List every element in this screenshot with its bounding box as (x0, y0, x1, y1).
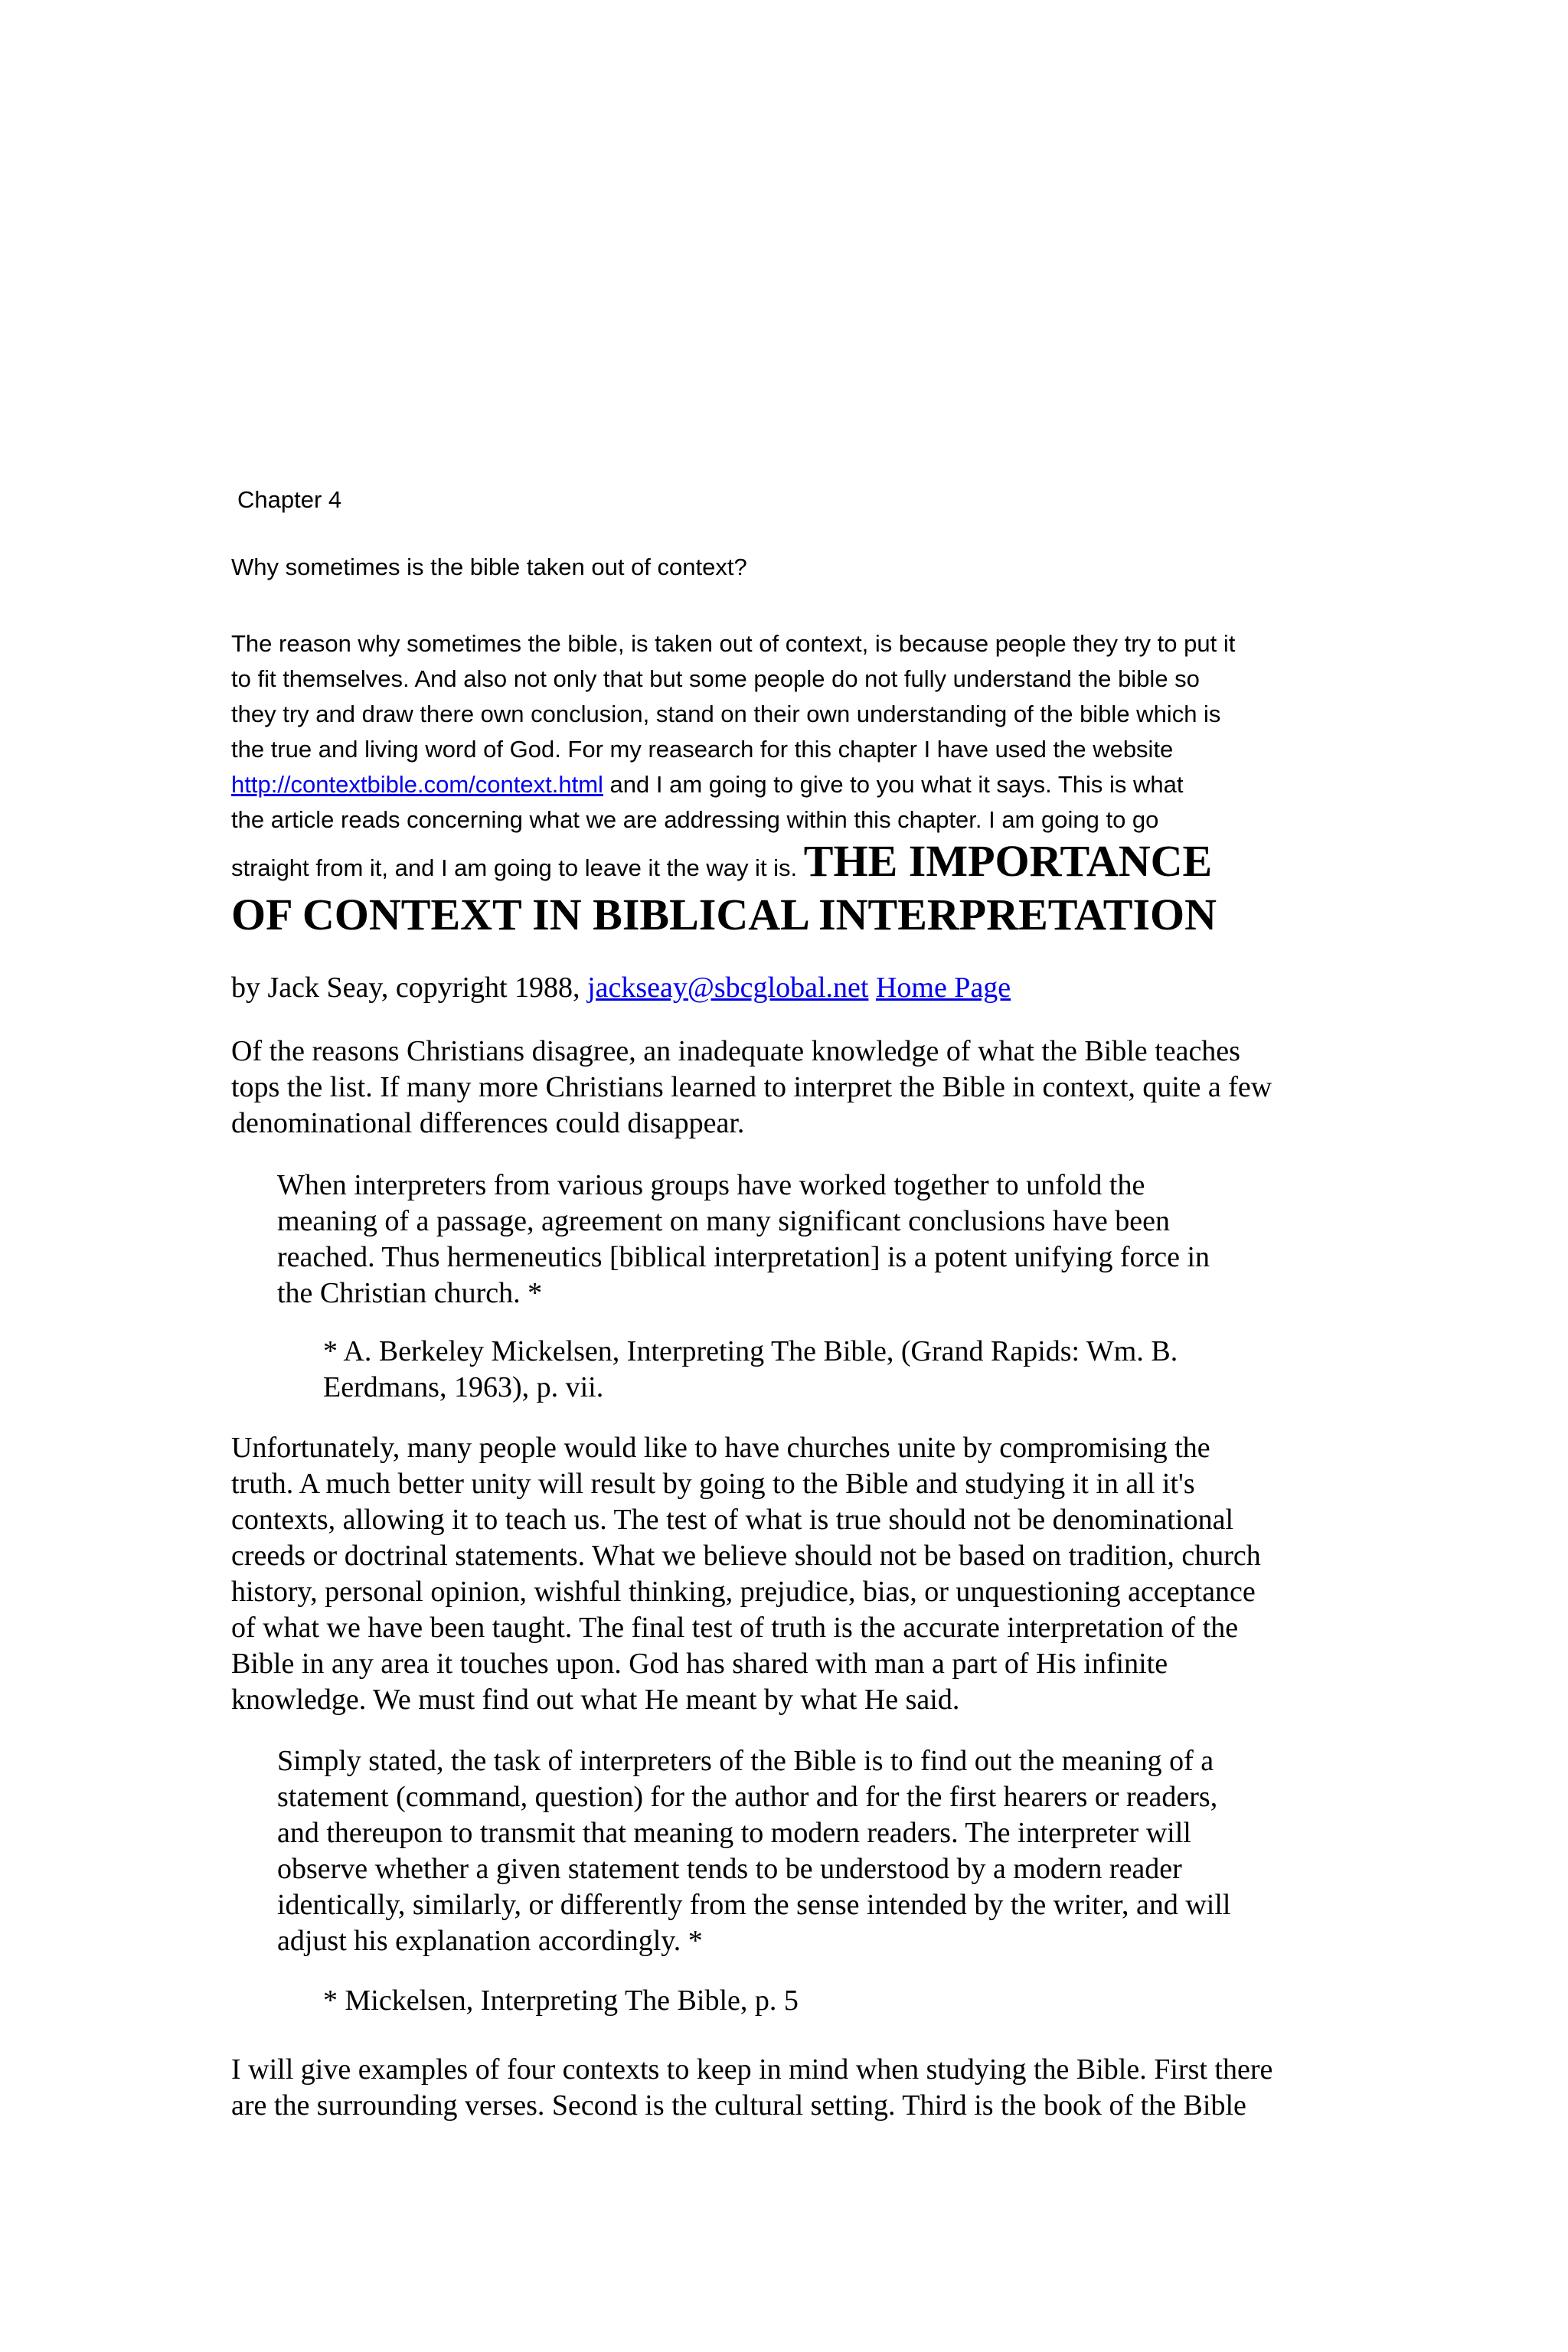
byline-prefix: by Jack Seay, copyright 1988, (231, 972, 588, 1004)
intro-last-text: straight from it, and I am going to leave it the way it is. (231, 854, 804, 881)
text-line: Of the reasons Christians disagree, an inadequate knowledge of what the Bible teaches (231, 1035, 1240, 1067)
article-byline (231, 969, 1011, 1006)
intro-line-with-title (231, 838, 1341, 892)
text-line: observe whether a given statement tends to be understood by a modern reader (277, 1853, 1182, 1885)
intro-after-link: and I am going to give to you what it says. This is what (603, 771, 1184, 798)
home-page-link[interactable]: Home Page (875, 972, 1011, 1004)
text-line: Simply stated, the task of interpreters of the Bible is to find out the meaning of a (277, 1745, 1214, 1777)
intro-line: the article reads concerning what we are addressing within this chapter. I am going to go (231, 806, 1159, 833)
text-line: truth. A much better unity will result by going to the Bible and studying it in all it's (231, 1468, 1195, 1500)
text-line: and thereupon to transmit that meaning to modern readers. The interpreter will (277, 1817, 1191, 1849)
text-line: * Mickelsen, Interpreting The Bible, p. 5 (323, 1984, 799, 2017)
text-line: Eerdmans, 1963), p. vii. (323, 1371, 604, 1403)
article-title-line1: THE IMPORTANCE (803, 836, 1213, 886)
text-line: reached. Thus hermeneutics [biblical interpretation] is a potent unifying force in (277, 1241, 1210, 1273)
block-quote-1 (277, 1168, 1295, 1312)
intro-line: the true and living word of God. For my reasearch for this chapter I have used the website (231, 736, 1174, 763)
text-line: statement (command, question) for the author and for the first hearers or readers, (277, 1781, 1218, 1813)
article-title-line2: OF CONTEXT IN BIBLICAL INTERPRETATION (231, 890, 1217, 939)
text-line: Unfortunately, many people would like to have churches unite by compromising the (231, 1432, 1210, 1464)
text-line: I will give examples of four contexts to keep in mind when studying the Bible. First there (231, 2053, 1273, 2086)
intro-line-with-link (231, 767, 1341, 802)
text-line: tops the list. If many more Christians learned to interpret the Bible in context, quite a few (231, 1071, 1272, 1103)
text-line: contexts, allowing it to teach us. The test of what is true should not be denominational (231, 1504, 1233, 1536)
text-line: * A. Berkeley Mickelsen, Interpreting The Bible, (Grand Rapids: Wm. B. (323, 1335, 1178, 1367)
text-line: of what we have been taught. The final test of truth is the accurate interpretation of the (231, 1612, 1239, 1644)
intro-line: to fit themselves. And also not only that but some people do not fully understand the bible so (231, 665, 1200, 692)
article-paragraph-2 (231, 1430, 1341, 1718)
text-line: history, personal opinion, wishful thinking, prejudice, bias, or unquestioning acceptance (231, 1576, 1256, 1608)
author-email-link[interactable]: jackseay@sbcglobal.net (587, 972, 869, 1004)
chapter-question: Why sometimes is the bible taken out of context? (231, 554, 747, 580)
intro-paragraph (231, 626, 1341, 892)
text-line: identically, similarly, or differently from the sense intended by the writer, and will (277, 1889, 1231, 1921)
intro-line: they try and draw there own conclusion, stand on their own understanding of the bible which is (231, 701, 1221, 727)
block-quote-2 (277, 1743, 1295, 1959)
citation-1 (323, 1334, 1288, 1406)
article-paragraph-1 (231, 1034, 1341, 1142)
text-line: creeds or doctrinal statements. What we believe should not be based on tradition, church (231, 1540, 1261, 1572)
text-line: are the surrounding verses. Second is the cultural setting. Third is the book of the Bible (231, 2089, 1246, 2122)
context-bible-link[interactable]: http://contextbible.com/context.html (231, 771, 603, 798)
text-line: denominational differences could disappear. (231, 1107, 745, 1139)
chapter-label: Chapter 4 (237, 486, 342, 513)
text-line: the Christian church. * (277, 1277, 543, 1309)
citation-2 (323, 1983, 1288, 2019)
text-line: When interpreters from various groups have worked together to unfold the (277, 1169, 1145, 1201)
intro-line: The reason why sometimes the bible, is taken out of context, is because people they try to put it (231, 630, 1236, 657)
text-line: meaning of a passage, agreement on many significant conclusions have been (277, 1205, 1170, 1237)
text-line: knowledge. We must find out what He meant by what He said. (231, 1684, 960, 1716)
article-paragraph-3 (231, 2052, 1341, 2124)
text-line: adjust his explanation accordingly. * (277, 1925, 703, 1957)
text-line: Bible in any area it touches upon. God has shared with man a part of His infinite (231, 1648, 1168, 1680)
